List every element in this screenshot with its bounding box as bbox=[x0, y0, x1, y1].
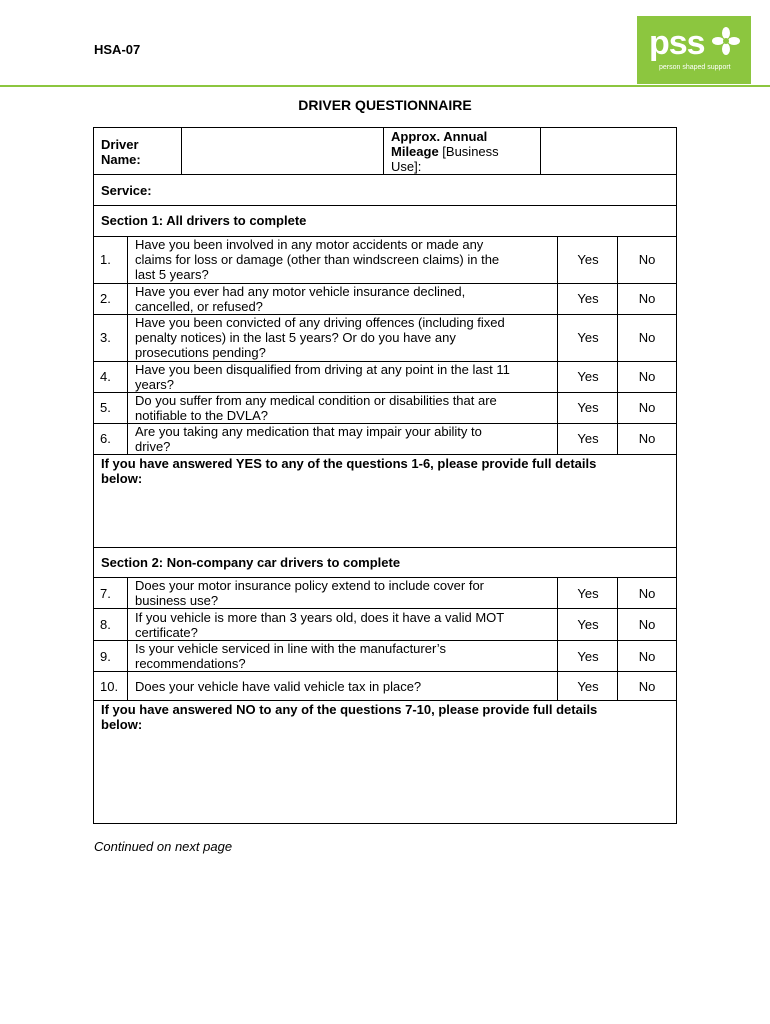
driver-name-field[interactable] bbox=[182, 128, 383, 174]
question-text: Does your vehicle have valid vehicle tax in place? bbox=[135, 679, 422, 694]
logo-tagline: person shaped support bbox=[659, 64, 731, 71]
question-number: 7. bbox=[100, 586, 111, 601]
yes-option[interactable]: Yes bbox=[577, 369, 599, 384]
yes-option[interactable]: Yes bbox=[577, 252, 599, 267]
question-number: 1. bbox=[100, 252, 111, 267]
no-option[interactable]: No bbox=[638, 617, 656, 632]
question-number: 9. bbox=[100, 649, 111, 664]
section-2-details-prompt: If you have answered NO to any of the questions 7-10, please provide full details below: bbox=[101, 702, 598, 732]
yes-option[interactable]: Yes bbox=[577, 586, 599, 601]
yes-option[interactable]: Yes bbox=[577, 649, 599, 664]
no-option[interactable]: No bbox=[638, 649, 656, 664]
question-text: Does your motor insurance policy extend to include cover for business use? bbox=[135, 578, 485, 608]
logo-brand-text: pss bbox=[649, 24, 705, 62]
question-number: 10. bbox=[100, 679, 119, 694]
header-divider bbox=[0, 85, 770, 87]
question-number: 4. bbox=[100, 369, 111, 384]
question-text: Have you ever had any motor vehicle insurance declined, cancelled, or refused? bbox=[135, 284, 466, 314]
question-text: Have you been disqualified from driving at any point in the last 11 years? bbox=[135, 362, 510, 392]
yes-option[interactable]: Yes bbox=[577, 617, 599, 632]
driver-name-label: Driver Name: bbox=[101, 137, 141, 167]
section-2-details-field[interactable] bbox=[94, 736, 676, 823]
question-text: Is your vehicle serviced in line with the manufacturer’s recommendations? bbox=[135, 641, 446, 671]
no-option[interactable]: No bbox=[638, 369, 656, 384]
question-text: Do you suffer from any medical condition or disabilities that are notifiable to the DVLA? bbox=[135, 393, 497, 423]
no-option[interactable]: No bbox=[638, 252, 656, 267]
mileage-field[interactable] bbox=[541, 128, 676, 174]
mileage-label: Approx. Annual Mileage [Business Use]: bbox=[391, 129, 499, 174]
continued-note: Continued on next page bbox=[94, 839, 233, 854]
yes-option[interactable]: Yes bbox=[577, 330, 599, 345]
question-text: Have you been convicted of any driving offences (including fixed penalty notices) in the last 5 years? Or do you have any prosecutions pending? bbox=[135, 315, 505, 360]
question-text: Are you taking any medication that may impair your ability to drive? bbox=[135, 424, 482, 454]
no-option[interactable]: No bbox=[638, 400, 656, 415]
question-number: 8. bbox=[100, 617, 111, 632]
section-2-heading: Section 2: Non-company car drivers to complete bbox=[101, 555, 401, 570]
no-option[interactable]: No bbox=[638, 431, 656, 446]
yes-option[interactable]: Yes bbox=[577, 431, 599, 446]
section-1-details-field[interactable] bbox=[94, 490, 676, 547]
question-text: Have you been involved in any motor accidents or made any claims for loss or damage (other than windscreen claims) in the last 5 years? bbox=[135, 237, 500, 282]
section-1-details-prompt: If you have answered YES to any of the questions 1-6, please provide full details below: bbox=[101, 456, 597, 486]
question-text: If you vehicle is more than 3 years old, does it have a valid MOT certificate? bbox=[135, 610, 505, 640]
no-option[interactable]: No bbox=[638, 330, 656, 345]
yes-option[interactable]: Yes bbox=[577, 291, 599, 306]
question-number: 6. bbox=[100, 431, 111, 446]
service-label: Service: bbox=[101, 183, 152, 198]
flower-icon bbox=[711, 26, 741, 56]
yes-option[interactable]: Yes bbox=[577, 679, 599, 694]
yes-option[interactable]: Yes bbox=[577, 400, 599, 415]
document-code: HSA-07 bbox=[94, 42, 141, 57]
section-1-heading: Section 1: All drivers to complete bbox=[101, 213, 307, 228]
pss-logo bbox=[637, 16, 751, 84]
no-option[interactable]: No bbox=[638, 679, 656, 694]
question-number: 3. bbox=[100, 330, 111, 345]
no-option[interactable]: No bbox=[638, 291, 656, 306]
question-number: 2. bbox=[100, 291, 111, 306]
page-title: DRIVER QUESTIONNAIRE bbox=[298, 97, 472, 113]
question-number: 5. bbox=[100, 400, 111, 415]
no-option[interactable]: No bbox=[638, 586, 656, 601]
